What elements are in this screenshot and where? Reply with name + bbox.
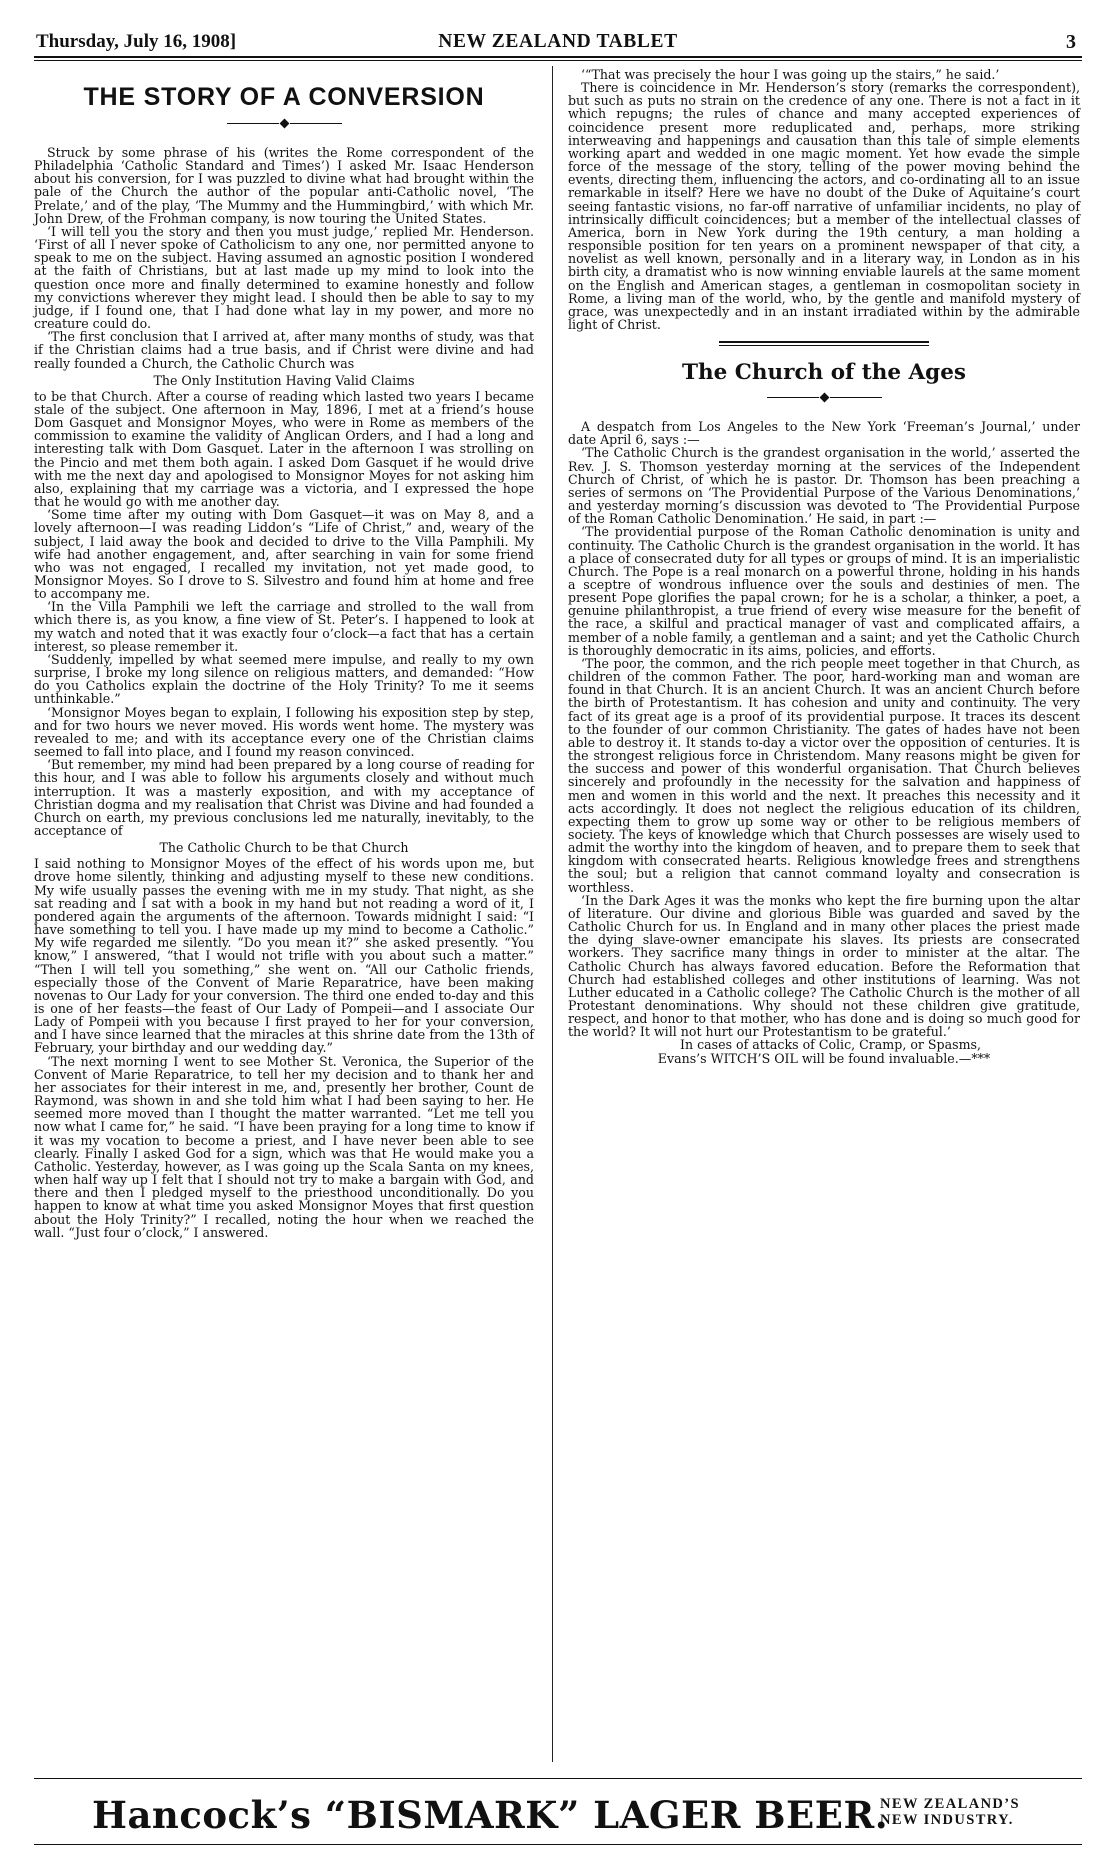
newspaper-page — [34, 30, 1082, 1855]
story-paragraph: ‘Monsignor Moyes began to explain, I following his exposition step by step, and for two hours we never moved. His words went home. The mystery was revealed to me; and with its acceptance every one of the Christian claims seemed to fall into place, and I found my reason convinced. — [34, 704, 534, 760]
story-subheading: The Catholic Church to be that Church — [159, 840, 409, 856]
story-paragraph: There is coincidence in Mr. Henderson’s story (remarks the correspondent), but such as puts no strain on the credence of any one. There is not a fact in it which repugns; the rules of chance and many accepted experiences of coincidence present more reduplicated and, perhaps, more striking interweaving and happenings and causation than this tale of simple elements working apart and wedded in one magic moment. Yet how evade the simple force of the message of the story, telling of the power moving behind the events, directing them, influencing the actors, and co-ordinating all to an issue remarkable in itself? Here we have no doubt of the Duke of Aquitaine’s court seeing fantastic visions, no far-off narrative of unfamiliar incidents, no play of intrinsically difficult coincidences; but a member of the intellectual classes of America, born in New York during the 19th century, a man holding a responsible position for ten years on a prominent newspaper of that city, a novelist as well known, personally and in a literary way, in London as in his birth city, a dramatist who is now winning enviable laurels at the same moment on the English and American stages, a gentleman in cosmopolitan society in Rome, a living man of the world, who, by the gentle and manifold mystery of grace, was unexpectedly and in an instant irradiated within by the admirable light of Christ. — [568, 80, 1080, 332]
left-column — [34, 68, 534, 1239]
advert-rule-bottom — [34, 1844, 1082, 1845]
church-paragraph: ‘In the Dark Ages it was the monks who kept the fire burning upon the altar of literature. Our divine and glorious Bible was guarded and saved by the Catholic Church for us. In England and in many other places the priest made the dying slave-owner emancipate his slaves. Its priests are consecrated workers. They sacrifice many things in order to minister at the altar. The Catholic Church has always favored education. Before the Reformation that Church had established colleges and other institutions of learning. Was not Luther educated in a Catholic college? The Catholic Church is the mother of all Protestant denominations. Why should not these children give gratitude, respect, and honor to that mother, who has done and is doing so much good for the world? It will not hurt our Protestantism to be grateful.’ — [568, 892, 1080, 1040]
church-title-ornament — [568, 392, 1080, 402]
masthead-rule — [34, 56, 1082, 61]
advert-tagline-1: NEW ZEALAND’S — [880, 1796, 1020, 1812]
church-paragraph: ‘The Catholic Church is the grandest organisation in the world,’ asserted the Rev. J. S. Thomson yesterday morning at the services of the Independent Church of Christ, of which he is pastor. Dr. Thomson has been preaching a series of sermons on ‘The Providential Purpose of the Various Denominations,’ and yesterday morning’s discussion was devoted to ‘The Providential Purpose of the Roman Catholic Denomination.’ He said, in part :— — [568, 445, 1080, 527]
advert-tagline — [880, 1796, 1020, 1828]
advert-rule-top — [34, 1778, 1082, 1779]
story-paragraph: ‘In the Villa Pamphili we left the carriage and strolled to the wall from which there is, as you know, a fine view of St. Peter’s. I happened to look at my watch and noted that it was exactly four o’clock—a fact that has a certain interest, so please remember it. — [34, 599, 534, 654]
story-paragraph: to be that Church. After a course of reading which lasted two years I became stale of the subject. One afternoon in May, 1896, I met at a friend’s house Dom Gasquet and Monsignor Moyes, who were in Rome as members of the commission to examine the validity of Anglican Orders, and I had a long and interesting talk with Dom Gasquet. Later in the afternoon I was strolling on the Pincio and met them both again. I asked Dom Gasquet if he would drive with me the next day and apologised to Monsignor Moyes for not asking him also, explaining that my carriage was a victoria, and I expressed the hope that he would go with me another day. — [34, 388, 534, 510]
advert-tagline-2: NEW INDUSTRY. — [880, 1812, 1014, 1828]
church-article-title: The Church of the Ages — [681, 360, 966, 386]
diamond-ornament-icon — [279, 118, 289, 128]
page-number: 3 — [1066, 31, 1076, 53]
advert-headline: Hancock’s “BISMARK” LAGER BEER. — [92, 1793, 889, 1837]
story-paragraph: ‘But remember, my mind had been prepared by a long course of reading for this hour, and I was able to follow his arguments closely and without much interruption. It was a masterly exposition, and with my acceptance of Christian dogma and my realisation that Christ was Divine and had founded a Church on earth, my previous conclusions led me naturally, inevitably, to the acceptance of — [34, 757, 534, 838]
story-title: THE STORY OF A CONVERSION — [83, 83, 485, 111]
story-paragraph: ‘I will tell you the story and then you must judge,’ replied Mr. Henderson. ‘First of all I never spoke of Catholicism to any one, nor permitted anyone to speak to me on the subject. Having assumed an agnostic position I wondered at the faith of Christians, but at last made up my mind to look into the question once more and finally determined to examine honestly and follow my convictions wherever they might lead. I should then be able to say to my judge, if I found one, that I had done what lay in my power, and more no creature could do. — [34, 223, 534, 332]
story-paragraph: ‘Suddenly, impelled by what seemed mere impulse, and really to my own surprise, I broke my long silence on religious matters, and demanded: “How do you Catholics explain the doctrine of the Holy Trinity? To me it seems unthinkable.” — [34, 651, 534, 707]
church-paragraph: A despatch from Los Angeles to the New York ‘Freeman’s Journal,’ under date April 6, says :— — [568, 419, 1080, 448]
issue-date: Thursday, July 16, 1908] — [36, 31, 237, 52]
column-divider — [552, 66, 553, 1762]
story-paragraph: ‘The first conclusion that I arrived at, after many months of study, was that if the Christian claims had a true basis, and if Christ were divine and had really founded a Church, the Catholic Church was — [34, 329, 534, 371]
church-paragraph: ‘The providential purpose of the Roman Catholic denomination is unity and continuity. The Catholic Church is the grandest organisation in the world. It has a place of consecrated duty for all types or groups of mind. It is an imperialistic Church. The Pope is a real monarch on a powerful throne, holding in his hands a sceptre of wondrous influence over the souls and destinies of men. The present Pope glorifies the papal crown; for he is a scholar, a thinker, a poet, a genuine philanthropist, a true friend of every wise measure for the benefit of the race, a skilful and practical manager of vast and complicated affairs, a member of a noble family, a gentleman and a saint; and yet the Catholic Church is thoroughly democratic in its aims, policies, and efforts. — [568, 524, 1080, 658]
masthead — [34, 30, 1082, 58]
story-paragraph: ‘“That was precisely the hour I was going up the stairs,” he said.’ — [581, 67, 1000, 82]
publication-name: NEW ZEALAND TABLET — [438, 31, 678, 52]
right-column — [568, 68, 1080, 1065]
story-paragraph: Struck by some phrase of his (writes the Rome correspondent of the Philadelphia ‘Catholic Standard and Times’) I asked Mr. Isaac Henderson about his conversion, for I was puzzled to divine what had brought within the pale of the Church the author of the popular anti-Catholic novel, ‘The Prelate,’ and of the play, ‘The Mummy and the Hummingbird,’ with which Mr. John Drew, of the Frohman company, is now touring the United States. — [34, 145, 534, 226]
section-rule — [719, 341, 929, 346]
witchs-oil-notice — [568, 1038, 1080, 1064]
story-paragraph: ‘The next morning I went to see Mother St. Veronica, the Superior of the Convent of Marie Reparatrice, to tell her my decision and to thank her and her associates for their interest in me, and, presently her brother, Count de Raymond, was shown in and she told him what I had been saying to her. He seemed more moved than I thought the matter warranted. “Let me tell you now what I came for,” he said. “I have been praying for a long time to know if it was my vocation to become a priest, and I have never been able to see clearly. Finally I asked God for a sign, which was that He would make you a Catholic. Yesterday, however, as I was going up the Scala Santa on my knees, when half way up I felt that I should not try to make a bargain with God, and there and then I pledged myself to the priesthood unconditionally. Do you happen to know at what time you asked Monsignor Moyes that first question about the Holy Trinity?” I recalled, noting the hour when we reached the wall. “Just four o’clock,” I answered. — [34, 1053, 534, 1240]
notice-line-2: Evans’s WITCH’S OIL will be found invaluable.—*** — [657, 1050, 991, 1066]
beer-advert — [34, 1792, 1082, 1840]
story-paragraph: I said nothing to Monsignor Moyes of the effect of his words upon me, but drove home silently, thinking and adjusting myself to these new conditions. My wife usually passes the evening with me in my study. That night, as she sat reading and I sat with a book in my hand but not reading a word of it, I pondered again the arguments of the afternoon. Towards midnight I said: “I have something to tell you. I have made up my mind to become a Catholic.” My wife regarded me silently. “Do you mean it?” she asked presently. “You know,” I answered, “that I would not trifle with you about such a matter.” “Then I will tell you something,” she went on. “All our Catholic friends, especially those of the Convent of Marie Reparatrice, have been making novenas to Our Lady for your conversion. The third one ended to-day and this is one of her feasts—the feast of Our Lady of Pompeii—and I associate Our Lady of Pompeii with you because I first prayed to her for your conversion, and I have since learned that the miracles at this shrine date from the 13th of February, your birthday and our wedding day.” — [34, 856, 534, 1056]
church-paragraph: ‘The poor, the common, and the rich people meet together in that Church, as children of the common Father. The poor, hard-working man and woman are found in that Church. It is an ancient Church. It was an ancient Church before the birth of Protestantism. It has cohesion and unity and continuity. The very fact of its great age is a proof of its providential purpose. It traces its descent to the founder of our common Christianity. The gates of hades have not been able to destroy it. It stands to-day a victor over the opposition of centuries. It is the strongest religious force in Christendom. Many reasons might be given for the success and power of this wonderful organisation. That Church believes sincerely and profoundly in the necessity for the salvation and happiness of men and women in this world and the next. It preaches this necessity and it acts accordingly. It does not neglect the religious education of its children, expecting them to grow up some way or other to be religious members of society. The keys of knowledge which that Church possesses are wisely used to admit the worthy into the kingdom of heaven, and to prepare them to seek that kingdom with consecrated hearts. Religious knowledge frees and strengthens the soul; but a religion that cannot command loyalty and consecration is worthless. — [568, 655, 1080, 895]
story-subheading: The Only Institution Having Valid Claims — [153, 372, 415, 388]
notice-line-1: In cases of attacks of Colic, Cramp, or Spasms, — [680, 1037, 981, 1053]
story-paragraph: ‘Some time after my outing with Dom Gasquet—it was on May 8, and a lovely afternoon—I was reading Liddon’s “Life of Christ,” and, weary of the subject, I laid away the book and decided to drive to the Villa Pamphili. My wife had another engagement, and, after searching in vain for some friend who was not engaged, I recalled my invitation, not yet made good, to Monsignor Moyes. So I drove to S. Silvestro and found him at home and free to accompany me. — [34, 507, 534, 602]
title-ornament — [34, 118, 534, 128]
diamond-ornament-icon — [819, 392, 829, 402]
